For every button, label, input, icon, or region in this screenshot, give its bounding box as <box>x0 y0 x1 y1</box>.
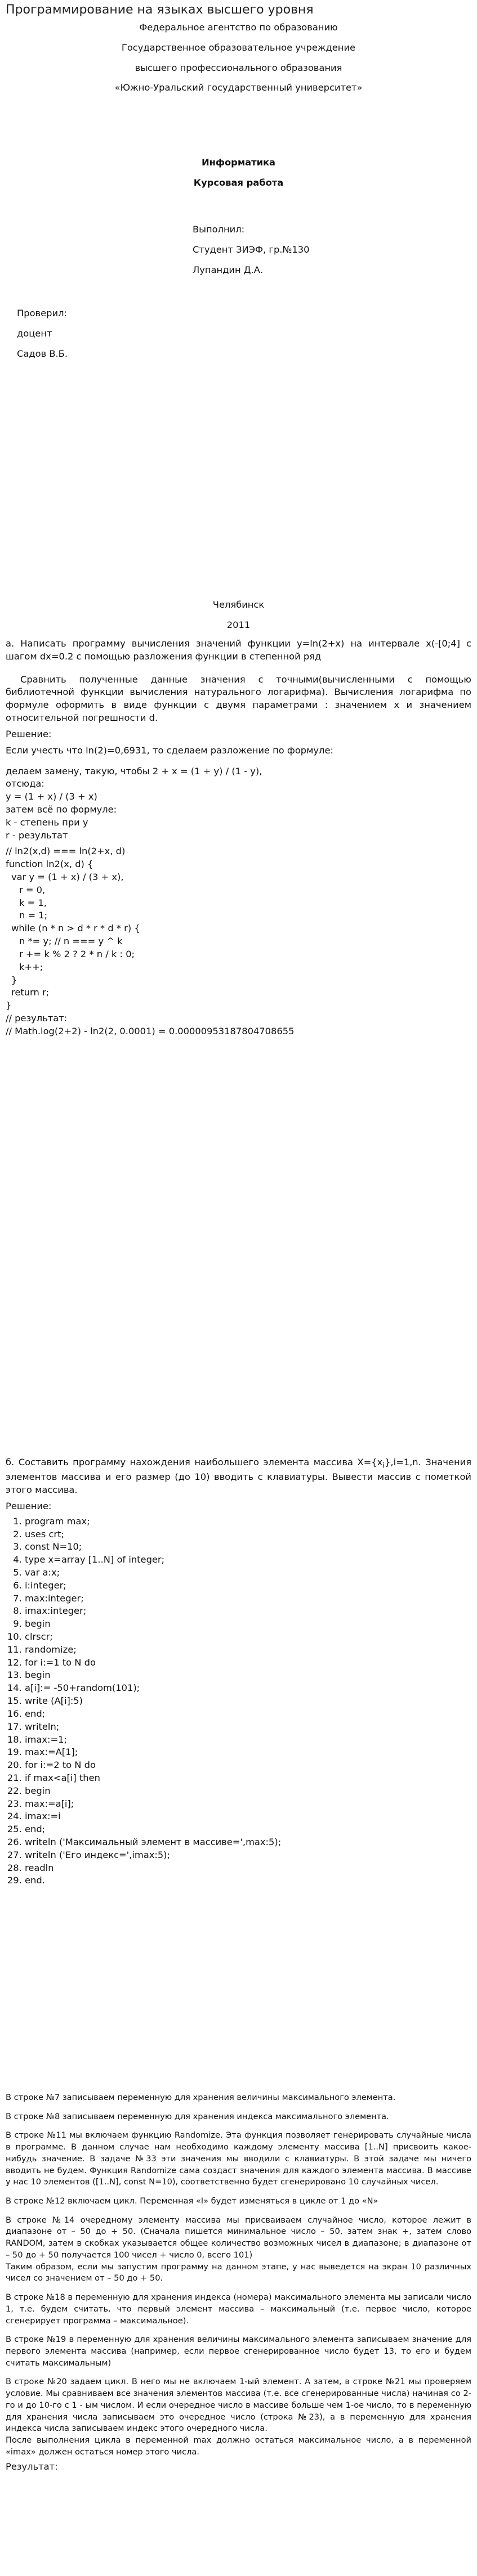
year: 2011 <box>226 619 251 630</box>
program-line: 1. program max; <box>25 1515 471 1528</box>
code-line: n *= y; // n === y ^ k <box>19 936 123 947</box>
program-line: 14. a[i]:= -50+random(101); <box>25 1682 471 1695</box>
code-line: function ln2(x, d) { <box>6 859 93 870</box>
explanation-paragraph: В строке №12 включаем цикл. Переменная «I» будет изменяться в цикле от 1 до «N» <box>6 2196 378 2206</box>
org-line: Федеральное агентство по образованию <box>139 22 338 33</box>
program-line: 28. readln <box>25 1862 471 1875</box>
explanation-paragraph: В строке №19 в переменную для хранения величины максимального элемента записываем значение для первого элемента массива (например, если первое сгенерированное число будет 13, то его и будем считать максимальным) <box>6 2335 471 2368</box>
program-explanation <box>6 2092 471 2474</box>
code-line: r = 0, <box>19 884 46 895</box>
checker-name: Садов В.Б. <box>17 348 68 359</box>
program-line: 2. uses crt; <box>25 1528 471 1541</box>
city-year <box>6 599 471 632</box>
function-code <box>6 845 471 1038</box>
program-line: 21. if max<a[i] then <box>25 1772 471 1785</box>
program-line: 25. end; <box>25 1823 471 1836</box>
program-line: 7. max:integer; <box>25 1592 471 1605</box>
program-line: 12. for i:=1 to N do <box>25 1657 471 1670</box>
program-line: 13. begin <box>25 1669 471 1682</box>
solution-line: затем всё по формуле: <box>6 804 117 815</box>
explanation-paragraph: В строке №20 задаем цикл. В него мы не включаем 1-ый элемент. А затем, в строке №21 мы проверяем условие. Мы сравниваем все значения элементов массива (т.е. все сгенерированные числа) начиная со 2-го и до 10-го с 1 - ым числом. И если очередное число в массиве больше чем 1-ое число, то в переменную для хранения числа записываем это очередное число (строка №23), а в переменную для хранения индекса числа записываем индекс этого очередного числа. <box>6 2377 471 2434</box>
performed-label: Выполнил: <box>193 224 245 235</box>
solution-label: Решение: <box>6 1500 52 1511</box>
program-line: 23. max:=a[i]; <box>25 1798 471 1811</box>
program-line: 16. end; <box>25 1708 471 1721</box>
program-line: 9. begin <box>25 1618 471 1631</box>
explanation-paragraph: В строке №14 очередному элементу массива мы присваиваем случайное число, которое лежит в диапазоне от – 50 до + 50. (Сначала пишется минимальное число – 50, затем знак +, затем слово RANDOM, затем в скобках указывается общее количество возможных чисел в диапазоне; в диапазоне от – 50 до + 50 получается 100 чисел + число 0, всего 101) <box>6 2215 471 2260</box>
code-line: } <box>11 974 17 985</box>
program-line: 29. end. <box>25 1874 471 1887</box>
code-line: k++; <box>19 961 43 972</box>
program-listing <box>6 1515 471 1888</box>
student-group: Студент ЗИЭФ, гр.№130 <box>193 244 310 255</box>
code-line: r += k % 2 ? 2 * n / k : 0; <box>19 948 135 959</box>
code-line: // ln2(x,d) === ln(2+x, d) <box>6 846 126 857</box>
program-line: 4. type x=array [1..N] of integer; <box>25 1554 471 1567</box>
task-b-statement: б. Составить программу нахождения наибольшего элемента массива $X=\{x_i\},i=1,n$. Значения элементов массива и его размер (до 10) вводить с клавиатуры. Вывести массив с пометкой этого массива. <box>6 1457 471 1496</box>
work-type: Курсовая работа <box>193 177 284 188</box>
program-line: 26. writeln ('Максимальный элемент в массиве=',max:5); <box>25 1836 471 1849</box>
city: Челябинск <box>212 599 265 610</box>
task-a-statement: а. Написать программу вычисления значений функции y=ln(2+x) на интервале x(-[0;4] с шагом dx=0.2 с помощью разложения функции в степенной ряд <box>6 638 471 662</box>
checker-position: доцент <box>17 327 52 339</box>
performed-by <box>193 223 310 276</box>
solution-line: y = (1 + x) / (3 + x) <box>6 791 97 802</box>
code-line: k = 1, <box>19 897 47 908</box>
solution-line: k - степень при y <box>6 816 88 828</box>
code-line: var y = (1 + x) / (3 + x), <box>11 872 124 882</box>
program-line: 20. for i:=2 to N do <box>25 1759 471 1772</box>
task-a-compare: Сравнить полученные данные значения с точными(вычисленными с помощью библиотечной функции вычисления натурального логарифма). Вычисления логарифма по формуле оформить в виде функции с двумя параметрами : значением x и значением относительной погрешности d. <box>6 674 471 724</box>
solution-label: Решение: <box>6 728 52 739</box>
work-title <box>6 156 471 190</box>
org-line: высшего профессионального образования <box>135 62 342 73</box>
explanation-paragraph: Таким образом, если мы запустим программу на данном этапе, у нас выведется на экран 10 различных чисел со значением от – 50 до + 50. <box>6 2261 471 2283</box>
page-title: Программирование на языках высшего уровня <box>6 3 314 17</box>
program-line: 22. begin <box>25 1785 471 1798</box>
program-line: 27. writeln ('Его индекс=',imax:5); <box>25 1849 471 1862</box>
explanation-paragraph: В строке №18 в переменную для хранения индекса (номера) максимального элемента мы записали число 1, т.е. будем считать, что первый элемент массива – максимальный (т.е. первое число, которое сгенерирует программа – максимальное). <box>6 2292 471 2326</box>
student-name: Лупандин Д.А. <box>193 264 264 275</box>
explanation-paragraph: В строке №7 записываем переменную для хранения величины максимального элемента. <box>6 2093 396 2102</box>
program-line: 19. max:=A[1]; <box>25 1746 471 1759</box>
program-line: 17. writeln; <box>25 1721 471 1734</box>
program-line: 24. imax:=i <box>25 1810 471 1823</box>
program-line: 5. var a:x; <box>25 1567 471 1579</box>
task-a <box>6 638 471 1038</box>
program-line: 10. clrscr; <box>25 1631 471 1644</box>
program-line: 8. imax:integer; <box>25 1605 471 1618</box>
program-line: 3. const N=10; <box>25 1541 471 1554</box>
org-line: «Южно-Уральский государственный университет» <box>114 82 363 93</box>
explanation-paragraph: После выполнения цикла в переменной max должно остаться максимальное число, а в переменной «imax» должен остаться номер этого числа. <box>6 2435 471 2457</box>
program-line: 15. write (A[i]:5) <box>25 1695 471 1708</box>
code-line: } <box>6 1000 12 1011</box>
program-line: 6. i:integer; <box>25 1579 471 1592</box>
checked-label: Проверил: <box>17 308 67 318</box>
org-line: Государственное образовательное учреждение <box>121 42 356 53</box>
code-line: return r; <box>11 987 50 998</box>
solution-line: Если учесть что ln(2)=0,6931, то сделаем разложение по формуле: <box>6 744 333 756</box>
result-label: Результат: <box>6 2461 58 2472</box>
code-line: // Math.log(2+2) - ln2(2, 0.0001) = 0.0000095318780470865​5 <box>6 1025 295 1036</box>
program-line: 18. imax:=1; <box>25 1734 471 1747</box>
solution-line: r - результат <box>6 829 68 841</box>
code-line: n = 1; <box>19 910 48 921</box>
code-line: // результат: <box>6 1012 68 1024</box>
solution-line: отсюда: <box>6 778 44 789</box>
subject-title: Информатика <box>201 157 276 168</box>
checked-by <box>17 307 68 360</box>
organization-header <box>6 21 471 95</box>
code-line: while (n * n > d * r * d * r) { <box>11 923 140 934</box>
task-b <box>6 1456 471 1887</box>
explanation-paragraph: В строке №11 мы включаем функцию Randomize. Эта функция позволяет генерировать случайные числа в программе. В данном случае нам необходимо каждому элементу массива [1..N] присвоить какое-нибудь значение. В задаче №33 эти значения мы вводили с клавиатуры. В этой задаче мы ничего вводить не будем. Функция Randomize сама создаст значения для каждого элемента массива. В массиве у нас 10 элементов ([1..N], const N=10), соответственно будет сгенерировано 10 случайных чисел. <box>6 2130 471 2187</box>
solution-line: делаем замену, такую, чтобы 2 + x = (1 + y) / (1 - y), <box>6 765 262 777</box>
program-line: 11. randomize; <box>25 1644 471 1657</box>
explanation-paragraph: В строке №8 записываем переменную для хранения индекса максимального элемента. <box>6 2111 389 2121</box>
